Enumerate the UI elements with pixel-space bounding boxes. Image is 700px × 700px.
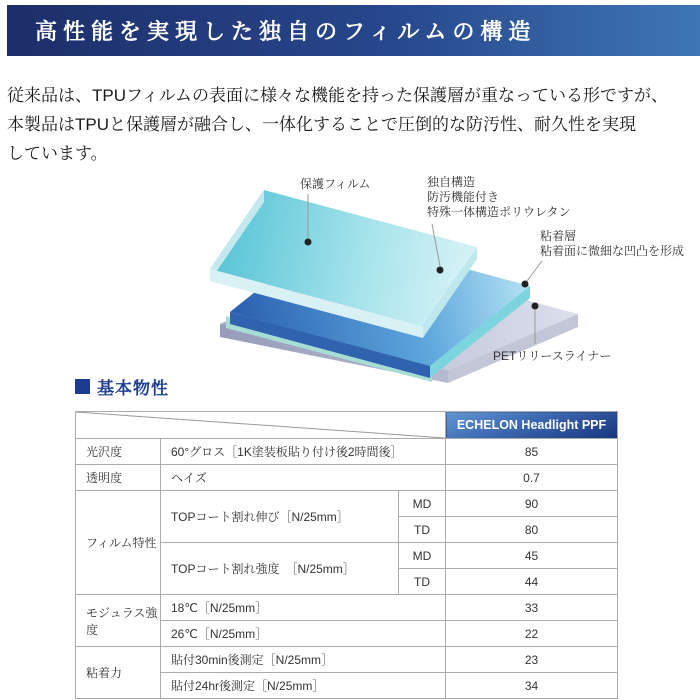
intro-paragraph (7, 81, 695, 168)
property-name: モジュラス強度 (76, 595, 161, 647)
intro-line-3: しています。 (7, 144, 108, 163)
label-pet-liner: PETリリースライナー (493, 349, 612, 363)
product-column-header: ECHELON Headlight PPF (446, 412, 618, 439)
title-bar (7, 5, 700, 56)
table-row-modulus-18 (76, 595, 618, 621)
label-protective-film: 保護フィルム (300, 177, 371, 191)
direction-cell: TD (399, 569, 446, 595)
basic-properties-table (75, 411, 618, 699)
table-row-adhesion-30min (76, 647, 618, 673)
label-adhesive-1: 粘着層 (540, 229, 577, 243)
label-adhesive-2: 粘着面に微細な凹凸を形成 (540, 244, 685, 258)
section-title: 基本物性 (97, 379, 169, 398)
property-name: フィルム特性 (76, 491, 161, 595)
label-unique-structure-3: 特殊一体構造ポリウレタン (427, 205, 571, 219)
test-condition: 貼付30min後測定［N/25mm］ (161, 647, 446, 673)
value-cell: 44 (446, 569, 618, 595)
value-cell: 90 (446, 491, 618, 517)
test-condition: 18℃［N/25mm］ (161, 595, 446, 621)
test-condition: ヘイズ (161, 465, 446, 491)
value-cell: 0.7 (446, 465, 618, 491)
table-header-row (76, 412, 618, 439)
table-row-film-elong-md (76, 491, 618, 517)
property-name: 粘着力 (76, 647, 161, 699)
diagonal-header-cell (76, 412, 446, 439)
value-cell: 34 (446, 673, 618, 699)
direction-cell: MD (399, 543, 446, 569)
film-layers-illustration (180, 166, 700, 388)
value-cell: 80 (446, 517, 618, 543)
section-heading (75, 374, 169, 399)
table-row-haze (76, 465, 618, 491)
test-condition: 貼付24hr後測定［N/25mm］ (161, 673, 446, 699)
property-name: 透明度 (76, 465, 161, 491)
intro-line-1: 従来品は、TPUフィルムの表面に様々な機能を持った保護層が重なっている形ですが、 (7, 86, 668, 105)
label-unique-structure-1: 独自構造 (427, 175, 476, 189)
value-cell: 23 (446, 647, 618, 673)
value-cell: 45 (446, 543, 618, 569)
test-condition: 26℃［N/25mm］ (161, 621, 446, 647)
section-square-icon (75, 379, 90, 394)
test-condition: 60°グロス［1K塗装板貼り付け後2時間後］ (161, 439, 446, 465)
intro-line-2: 本製品はTPUと保護層が融合し、一体化することで圧倒的な防汚性、耐久性を実現 (7, 115, 636, 134)
table-row-gloss (76, 439, 618, 465)
diagonal-slash (76, 412, 445, 438)
value-cell: 85 (446, 439, 618, 465)
film-structure-diagram (180, 166, 700, 388)
property-name: 光沢度 (76, 439, 161, 465)
label-unique-structure-2: 防汚機能付き (427, 190, 500, 204)
test-condition: TOPコート割れ伸び［N/25mm］ (161, 491, 399, 543)
direction-cell: TD (399, 517, 446, 543)
value-cell: 22 (446, 621, 618, 647)
value-cell: 33 (446, 595, 618, 621)
direction-cell: MD (399, 491, 446, 517)
page-title: 高性能を実現した独自のフィルムの構造 (35, 19, 537, 45)
test-condition: TOPコート割れ強度 ［N/25mm］ (161, 543, 399, 595)
